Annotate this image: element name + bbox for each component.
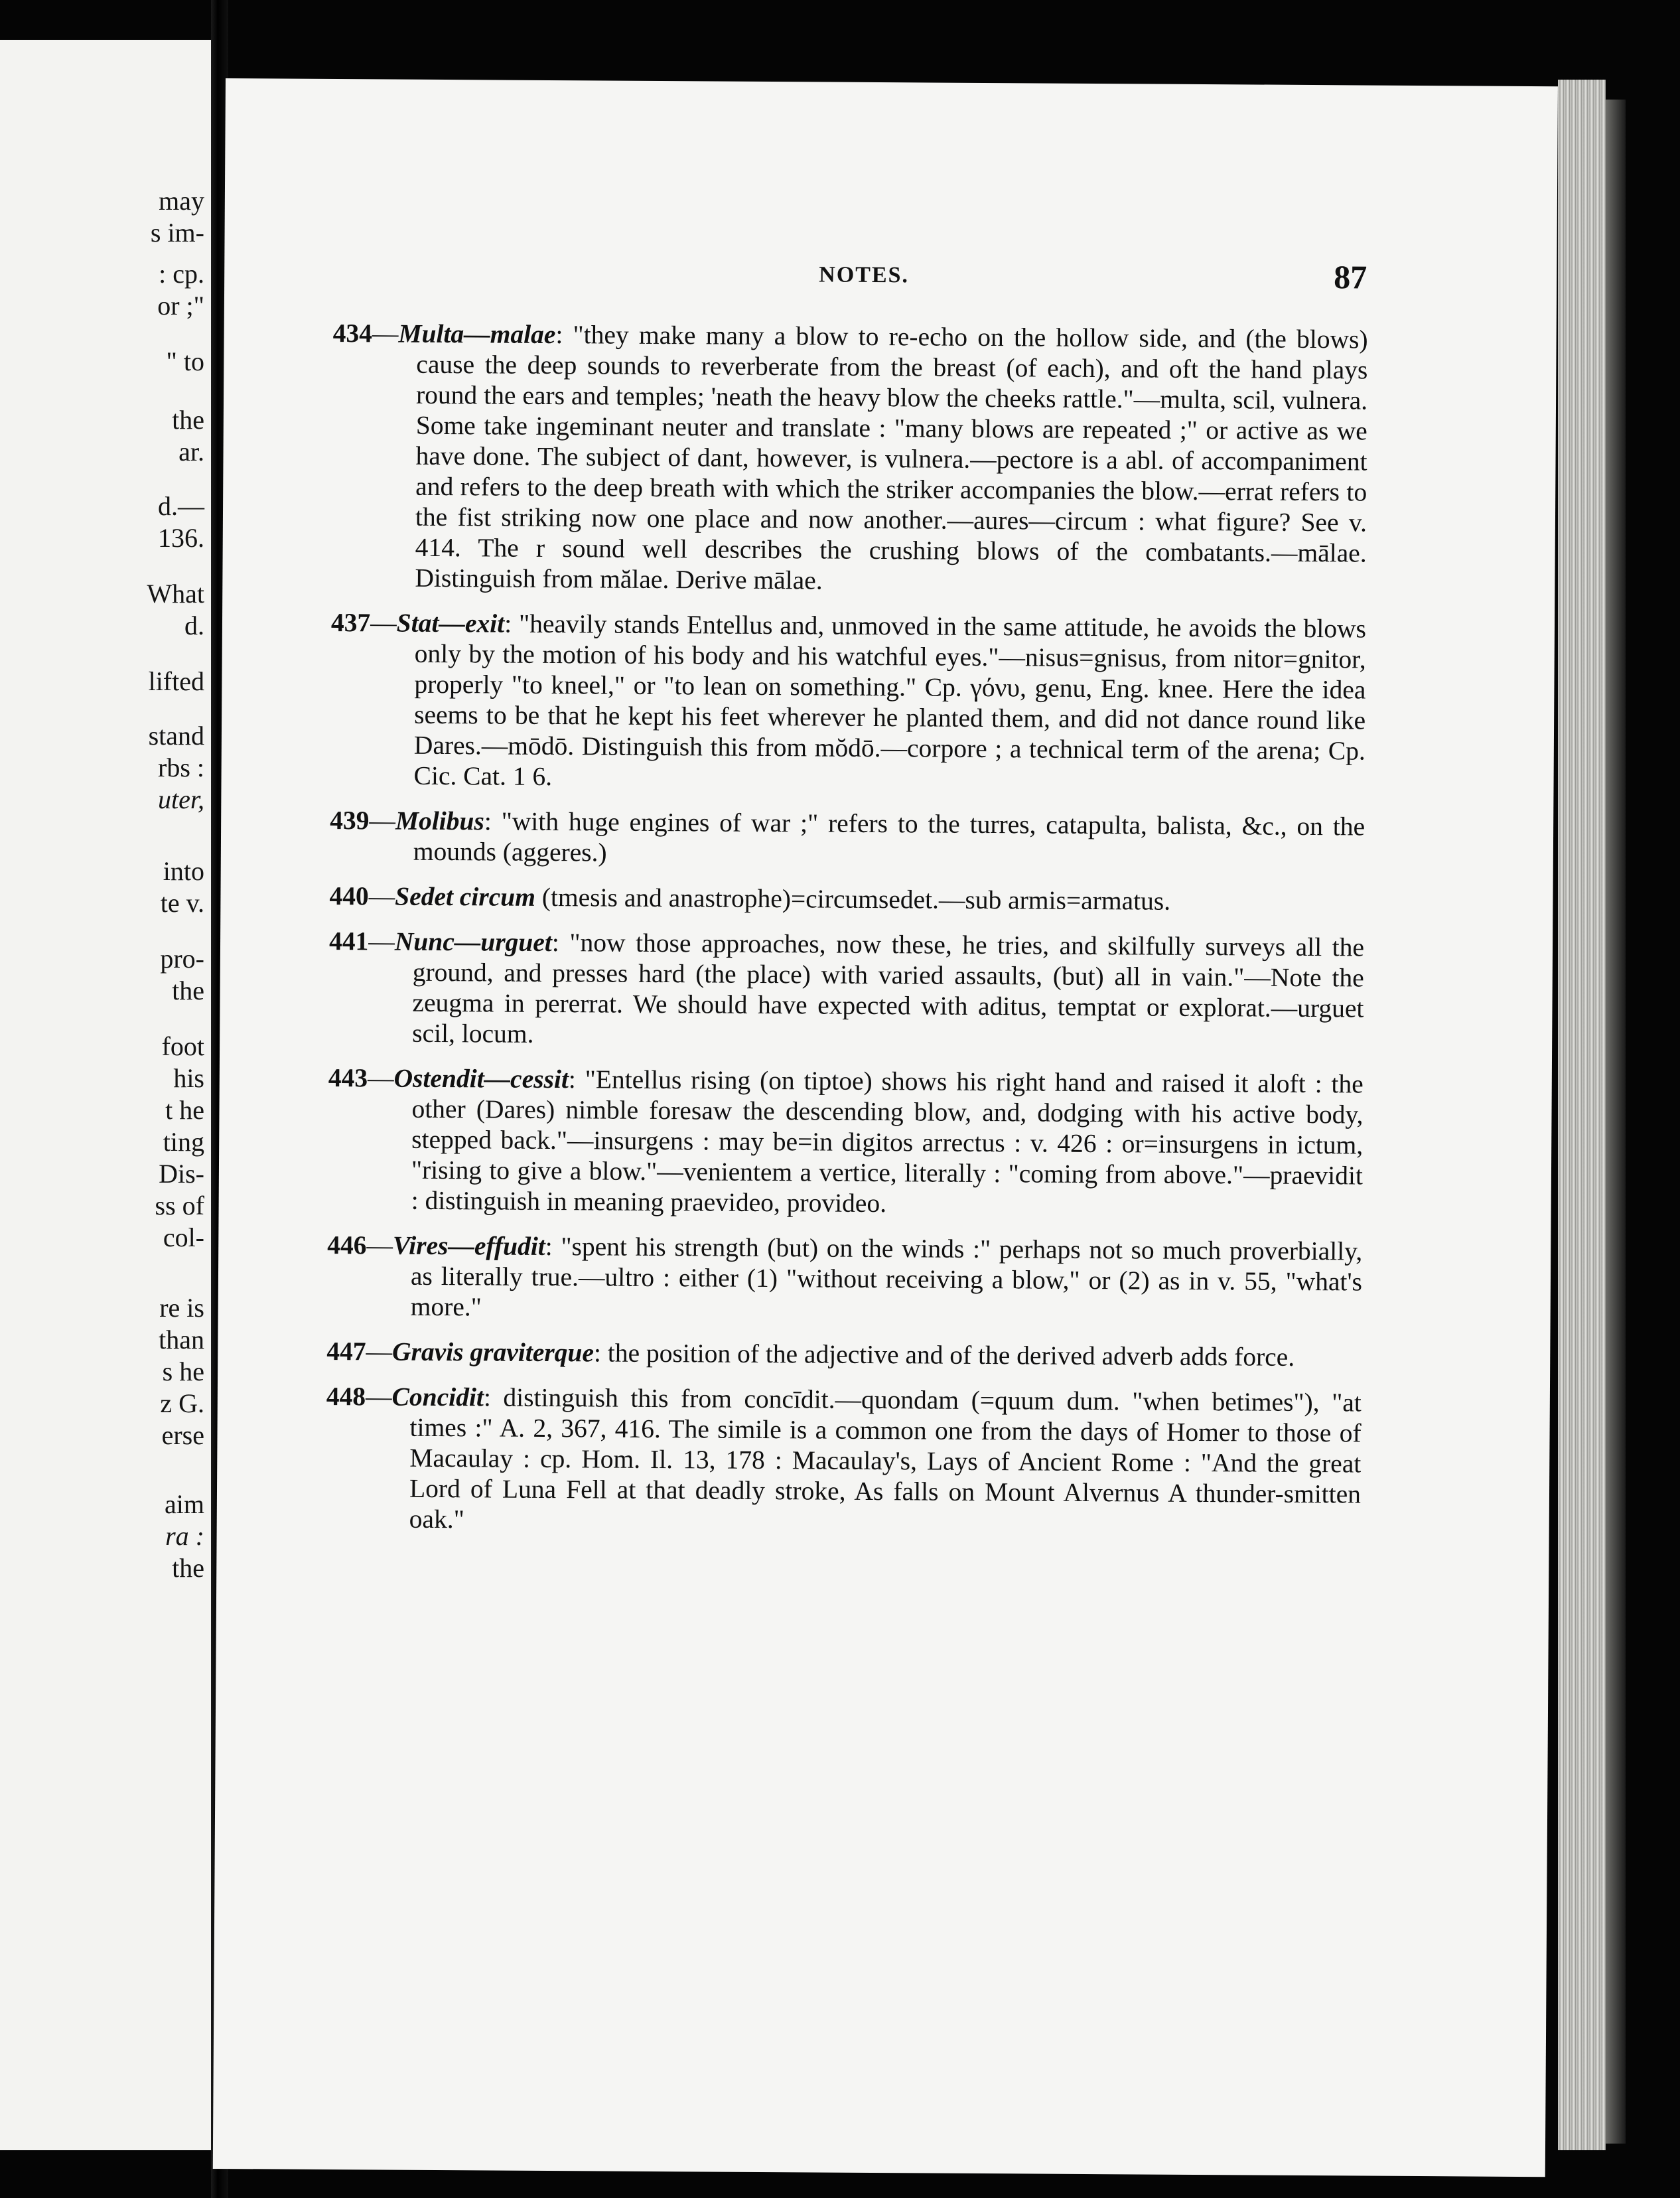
note-entry: 434—Multa—malae: "they make many a blow to re-echo on the hollow side, and (the blows) cause the deep sounds to reverberate from the breast (of each), and oft the hand plays round the ears and temples; 'neath the heavy blow the cheeks rattle."—multa, scil, vulnera. Some take ingeminant neuter and translate : "many blows are repeated ;" or active as we have done. The subject of dant, however, is vulnera.—pectore is a abl. of accompaniment and refers to the deep breath with which the striker accompanies the blow.—errat refers to the fist striking now one place and now another.—aures—circum : what figure? See v. 414. The r sound well describes the crushing blows of the combatants.—mālae. Distinguish from mălae. Derive mālae. <box>332 318 1368 595</box>
note-entry: 448—Concidit: distinguish this from concīdit.—quondam (=quum dum. "when betimes"), "at times :" A. 2, 367, 416. The simile is a common one from the days of Homer to those of Macaulay : cp. Hom. Il. 13, 178 : Macaulay's, Lays of Ancient Rome : "And the great Lord of Luna Fell at that deadly stroke, As falls on Mount Alvernus A thunder-smitten oak." <box>326 1381 1362 1534</box>
facing-page-text-fragment: uter, <box>158 784 204 814</box>
note-line-number: 443 <box>328 1062 368 1093</box>
facing-page-text-fragment: Dis- <box>159 1159 204 1189</box>
note-entry: 441—Nunc—urguet: "now those approaches, now these, he tries, and skilfully surveys all the ground, and presses hard (the place) with varied assaults, (but) all in vain."—Note the zeugma in pererrat. We should have expected with aditus, temptat or explorat.—urguet scil, locum. <box>328 926 1365 1049</box>
note-lemma: Nunc—urguet <box>394 926 553 958</box>
facing-page-text-fragment: s he <box>162 1356 204 1386</box>
note-entry: 440—Sedet circum (tmesis and anastrophe)=circumsedet.—sub armis=armatus. <box>329 881 1171 916</box>
facing-page-text-fragment: re is <box>159 1293 204 1323</box>
note-lemma: Stat—exit <box>396 608 505 638</box>
note-lemma: Vires—effudit <box>392 1230 545 1261</box>
facing-page-text-fragment: z G. <box>160 1388 204 1418</box>
facing-page-text-fragment: his <box>173 1063 204 1093</box>
note-entry: 439—Molibus: "with huge engines of war ;" refers to the turres, catapulta, balista, &c., on the mounds (aggeres.) <box>330 805 1365 867</box>
facing-page-text-fragment: pro- <box>160 944 204 974</box>
note-entry: 437—Stat—exit: "heavily stands Entellus and, unmoved in the same attitude, he avoids the blows only by the motion of his body and his watchful eyes."—nisus=gnisus, from nitor=gnitor, properly "to kneel," or "to lean on something." Cp. γόνυ, genu, Eng. knee. Here the idea seems to be that he kept his feet wherever he planted them, and did not dance round like Dares.—mōdō. Distinguish this from mŏdō.—corpore ; a technical term of the arena; Cp. Cic. Cat. 1 6. <box>330 607 1367 792</box>
note-entry: 447—Gravis graviterque: the position of the adjective and of the derived adverb adds force. <box>326 1336 1295 1372</box>
note-line-number: 446 <box>327 1230 367 1260</box>
facing-page-text-fragment: the <box>172 405 204 435</box>
note-body: : "heavily stands Entellus and, unmoved in the same attitude, he avoids the blows only by the motion of his body and his watchful eyes."—nisus=gnisus, from nitor=gnitor, properly "to kneel," or "to lean on something." Cp. γόνυ, genu, Eng. knee. Here the idea seems to be that he kept his feet wherever he planted them, and did not dance round like Dares.—mōdō. Distinguish this from mŏdō.—corpore ; a technical term of the arena; Cp. Cic. Cat. 1 6. <box>413 609 1367 792</box>
note-line-number: 448 <box>326 1381 366 1412</box>
note-entry: 443—Ostendit—cessit: "Entellus rising (on tiptoe) shows his right hand and raised it aloft : the other (Dares) nimble foresaw the descending blow, and, dodging with his active body, stepped back."—insurgens : may be=in digitos arrectus : v. 426 : or=insurgens in ictum, "rising to give a blow."—venientem a vertice, literally : "coming from above."—praevidit : distinguish in meaning praevideo, provideo. <box>328 1062 1364 1218</box>
facing-page-text-fragment: col- <box>163 1222 204 1252</box>
facing-page-text-fragment: " to <box>166 346 204 376</box>
facing-page-text-fragment: rbs : <box>158 753 204 782</box>
note-line-number: 439 <box>330 805 370 836</box>
facing-page-text-fragment: ss of <box>155 1191 204 1220</box>
note-line-number: 440 <box>329 881 369 911</box>
note-body: : "Entellus rising (on tiptoe) shows his right hand and raised it aloft : the other (Dares) nimble foresaw the descending blow, and, dodging with his active body, stepped back."—insurgens : may be=in digitos arrectus : v. 426 : or=insurgens in ictum, "rising to give a blow."—venientem a vertice, literally : "coming from above."—praevidit : distinguish in meaning praevideo, provideo. <box>411 1064 1364 1218</box>
note-line-number: 441 <box>328 926 369 956</box>
facing-page-text-fragment: ar. <box>178 437 204 467</box>
running-head: NOTES. <box>819 262 910 288</box>
facing-page-text-fragment: : cp. <box>159 259 204 289</box>
note-line-number: 447 <box>326 1336 366 1366</box>
facing-page-text-fragment: ting <box>163 1127 204 1157</box>
note-lemma: Ostendit—cessit <box>393 1063 569 1094</box>
note-line-number: 437 <box>330 607 371 638</box>
note-lemma: Sedet circum <box>395 881 536 912</box>
facing-page-text-fragment: than <box>159 1325 204 1355</box>
facing-page-text-fragment: the <box>172 1553 204 1583</box>
facing-page-text-fragment: d. <box>184 611 204 640</box>
note-body: : "spent his strength (but) on the winds :" perhaps not so much proverbially, as literally true.—ultro : either (1) "without receiving a blow," or (2) as in v. 55, "what's more." <box>410 1231 1363 1322</box>
facing-page-text-fragment: or ;" <box>157 291 204 321</box>
facing-page-text-fragment: t he <box>165 1095 204 1125</box>
page-edges <box>1558 80 1606 2150</box>
facing-page-text-fragment: erse <box>161 1420 204 1450</box>
facing-page-text-fragment: 136. <box>158 523 204 553</box>
note-lemma: Gravis graviterque <box>391 1337 595 1368</box>
facing-page-text-fragment: aim <box>165 1489 204 1519</box>
facing-page-text-fragment: s im- <box>150 218 204 248</box>
note-body: : the position of the adjective and of the derived adverb adds force. <box>593 1338 1295 1372</box>
note-lemma: Multa—malae <box>398 319 556 350</box>
facing-page-text-fragment: te v. <box>160 888 204 918</box>
facing-page-text-fragment: may <box>159 186 204 216</box>
book-cover-edge <box>1606 100 1626 2144</box>
note-lemma: Molibus <box>395 806 484 836</box>
note-lemma: Concidit <box>391 1382 484 1412</box>
page-header <box>224 259 1557 307</box>
facing-page-text-fragment: d.— <box>158 491 204 521</box>
note-body: (tmesis and anastrophe)=circumsedet.—sub armis=armatus. <box>535 882 1171 916</box>
note-body: : "now those approaches, now these, he tries, and skilfully surveys all the ground, and presses hard (the place) with varied assaults, (but) all in vain."—Note the zeugma in pererrat. We should have expected with aditus, temptat or explorat.—urguet scil, locum. <box>412 928 1365 1049</box>
facing-page-text-fragment: stand <box>148 721 204 751</box>
note-body: : "with huge engines of war ;" refers to the turres, catapulta, balista, &c., on the mounds (aggeres.) <box>413 806 1365 867</box>
facing-page-text-fragment: foot <box>161 1031 204 1061</box>
page-number: 87 <box>1334 258 1367 296</box>
facing-page-text-fragment: What <box>147 579 204 609</box>
notes-list <box>325 318 1367 1554</box>
note-entry: 446—Vires—effudit: "spent his strength (but) on the winds :" perhaps not so much proverbially, as literally true.—ultro : either (1) "without receiving a blow," or (2) as in v. 55, "what's more." <box>327 1230 1363 1322</box>
book-page <box>213 78 1558 2177</box>
note-body: : distinguish this from concīdit.—quondam (=quum dum. "when betimes"), "at times :" A. 2, 367, 416. The simile is a common one from the days of Homer to those of Macaulay : cp. Hom. Il. 13, 178 : Macaulay's, Lays of Ancient Rome : "And the great Lord of Luna Fell at that deadly stroke, As falls on Mount Alvernus A thunder-smitten oak." <box>409 1382 1362 1534</box>
note-line-number: 434 <box>332 318 373 348</box>
note-body: : "they make many a blow to re-echo on the hollow side, and (the blows) cause the deep sounds to reverberate from the breast (of each), and oft the hand plays round the ears and temples; 'neath the heavy blow the cheeks rattle."—multa, scil, vulnera. Some take ingeminant neuter and translate : "many blows are repeated ;" or active as we have done. The subject of dant, however, is vulnera.—pectore is a abl. of accompaniment and refers to the deep breath with which the striker accompanies the blow.—errat refers to the fist striking now one place and now another.—aures—circum : what figure? See v. 414. The r sound well describes the crushing blows of the combatants.—mālae. Distinguish from mălae. Derive mālae. <box>415 320 1368 595</box>
facing-page-text-fragment: the <box>172 976 204 1005</box>
facing-page-text-fragment: lifted <box>148 666 204 696</box>
facing-page-text-fragment: into <box>163 856 204 886</box>
facing-page-fragment <box>0 40 214 2150</box>
facing-page-text-fragment: ra : <box>165 1521 204 1551</box>
